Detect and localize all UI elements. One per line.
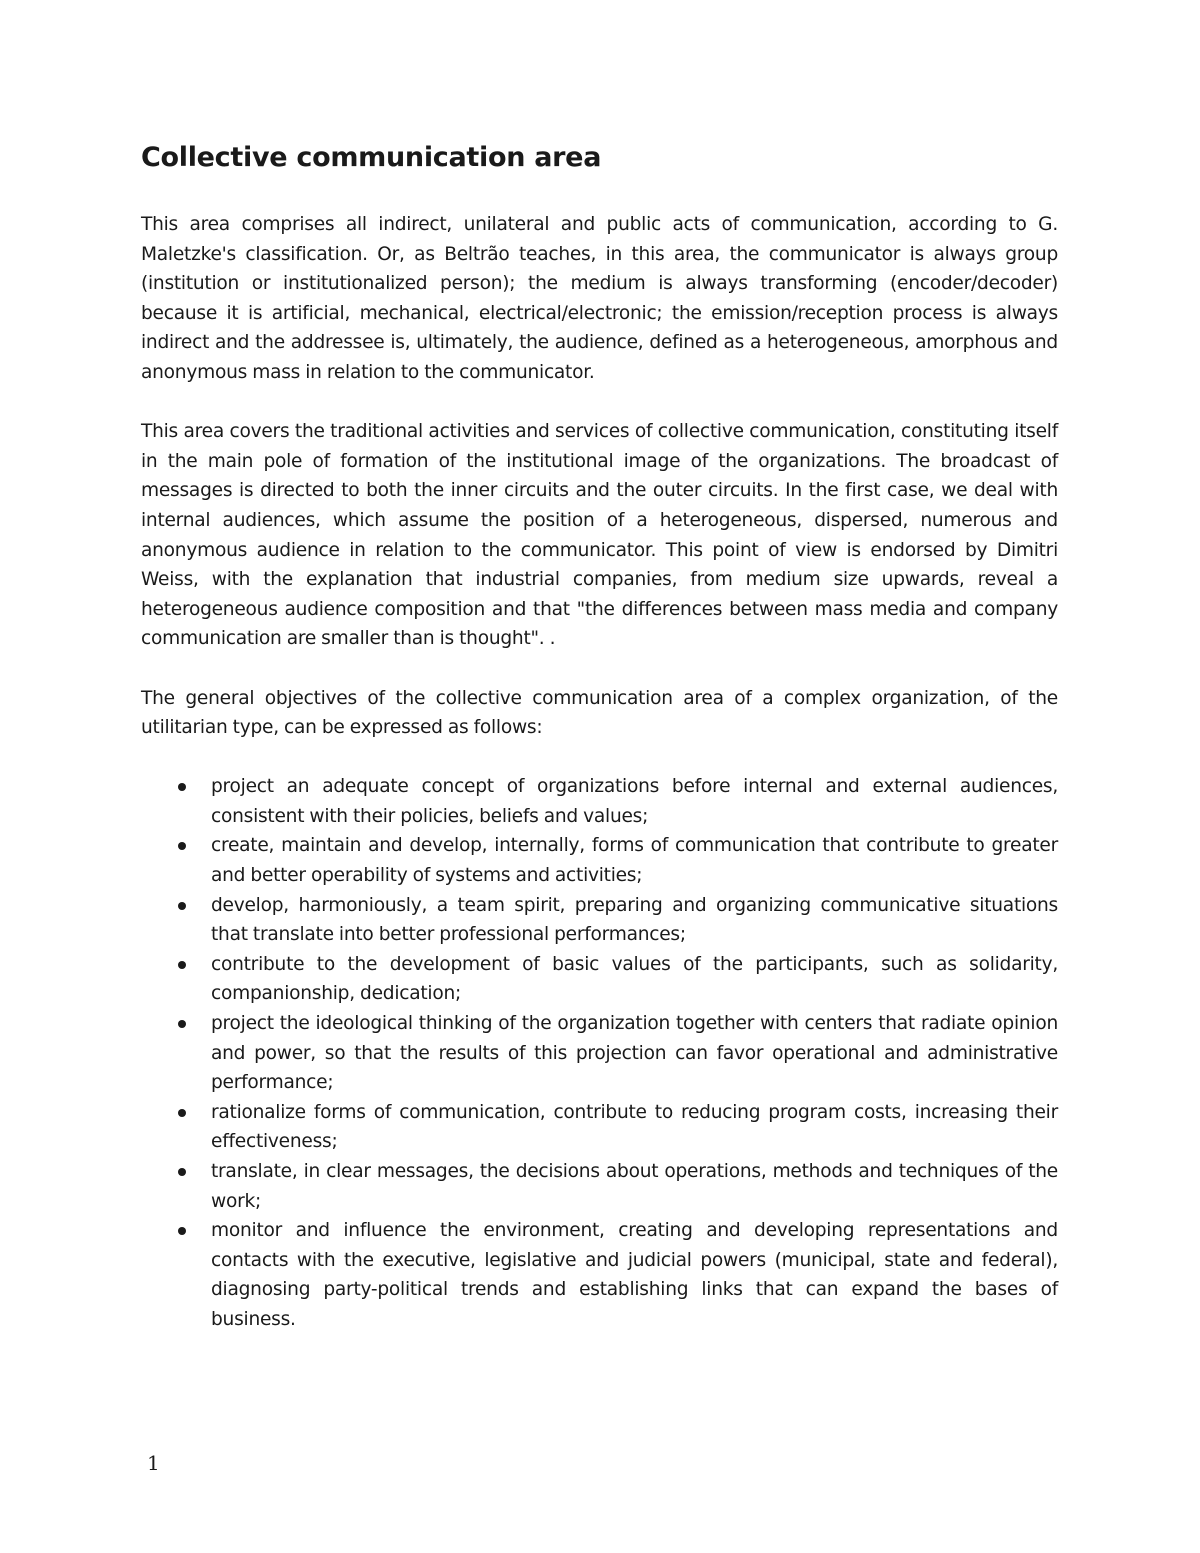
list-item-text: create, maintain and develop, internally, forms of communication that contribute to greater and better operability of systems and activities;: [211, 835, 1058, 887]
list-item: [211, 1157, 1058, 1216]
list-item: [211, 1009, 1058, 1098]
list-item: [211, 831, 1058, 890]
list-item: [211, 772, 1058, 831]
list-item-text: translate, in clear messages, the decisions about operations, methods and techniques of the work;: [211, 1161, 1058, 1212]
bullet-icon: [178, 1168, 186, 1176]
list-item-text: project the ideological thinking of the organization together with centers that radiate opinion and power, so that the results of this projection can favor operational and administrative performance;: [211, 1013, 1058, 1094]
paragraph-1: This area comprises all indirect, unilateral and public acts of communication, according to G. Maletzke's classification. Or, as Beltrão teaches, in this area, the communicator is always group (institution or institutionalized person); the medium is always transforming (encoder/decoder) because it is artificial, mechanical, electrical/electronic; the emission/reception process is always indirect and the addressee is, ultimately, the audience, defined as a heterogeneous, amorphous and anonymous mass in relation to the communicator.: [141, 214, 1058, 383]
objectives-list: [141, 772, 1058, 1334]
paragraph-3: The general objectives of the collective communication area of a complex organization, of the utilitarian type, can be expressed as follows:: [141, 687, 1058, 739]
bullet-icon: [178, 783, 186, 791]
list-item-text: project an adequate concept of organizations before internal and external audiences, consistent with their policies, beliefs and values;: [211, 776, 1058, 827]
bullet-icon: [178, 1227, 186, 1235]
bullet-icon: [178, 1020, 186, 1028]
page-number: 1: [147, 1451, 160, 1475]
list-item-text: rationalize forms of communication, contribute to reducing program costs, increasing their effectiveness;: [211, 1101, 1058, 1153]
bullet-icon: [178, 1109, 186, 1117]
list-item-text: contribute to the development of basic values of the participants, such as solidarity, companionship, dedication;: [211, 953, 1058, 1005]
list-item: [211, 950, 1058, 1009]
bullet-icon: [178, 961, 186, 969]
document-page: [141, 138, 1058, 1335]
page-title: Collective communication area: [141, 142, 602, 173]
bullet-icon: [178, 842, 186, 850]
list-item: [211, 891, 1058, 950]
paragraph-2: This area covers the traditional activities and services of collective communication, constituting itself in the main pole of formation of the institutional image of the organizations. The broadcast of messages is directed to both the inner circuits and the outer circuits. In the first case, we deal with internal audiences, which assume the position of a heterogeneous, dispersed, numerous and anonymous audience in relation to the communicator. This point of view is endorsed by Dimitri Weiss, with the explanation that industrial companies, from medium size upwards, reveal a heterogeneous audience composition and that "the differences between mass media and company communication are smaller than is thought". .: [141, 421, 1058, 650]
list-item: [211, 1216, 1058, 1334]
list-item-text: develop, harmoniously, a team spirit, preparing and organizing communicative situations that translate into better professional performances;: [211, 894, 1058, 946]
bullet-icon: [178, 902, 186, 910]
list-item: [211, 1098, 1058, 1157]
list-item-text: monitor and influence the environment, creating and developing representations and contacts with the executive, legislative and judicial powers (municipal, state and federal), diagnosing party-political trends and establishing links that can expand the bases of business.: [211, 1220, 1058, 1330]
